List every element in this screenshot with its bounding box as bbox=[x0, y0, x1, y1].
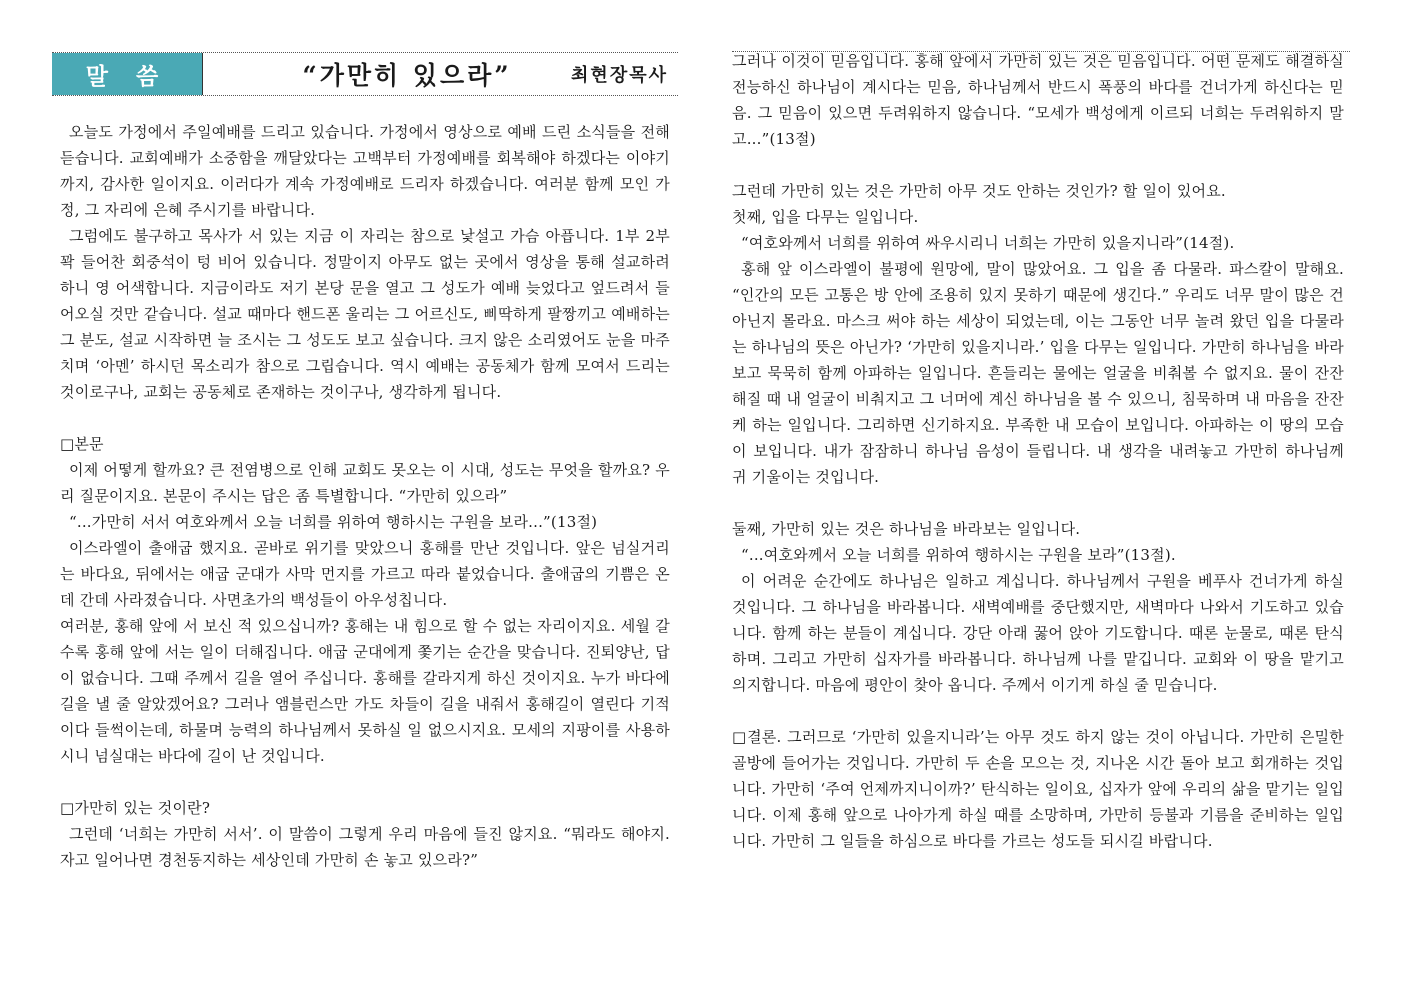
spacer bbox=[732, 152, 1344, 178]
paragraph: 홍해 앞 이스라엘이 불평에 원망에, 말이 많았어요. 그 입을 좀 다물라. 파스칼이 말해요. “인간의 모든 고통은 방 안에 조용히 있지 못하기 때문에 생긴다.” 우리도 너무 말이 많은 건 아닌지 몰라요. 마스크 써야 하는 세상이 되었는데, 이는 그동안 너무 놀려 왔던 입을 다물라는 하나님의 뜻은 아닌가? ‘가만히 있을지니라.’ 입을 다무는 일입니다. 가만히 하나님을 바라보고 묵묵히 함께 아파하는 일입니다. 흔들리는 물에는 얼굴을 비춰볼 수 없지요. 물이 잔잔해질 때 내 얼굴이 비춰지고 그 너머에 계신 하나님을 볼 수 있으니, 침묵하며 내 마음을 잔잔케 하는 일입니다. 그리하면 신기하지요. 부족한 내 모습이 보입니다. 아파하는 이 땅의 모습이 보입니다. 내가 잠잠하니 하나님 음성이 들립니다. 내 생각을 내려놓고 가만히 하나님께 귀 기울이는 것입니다. bbox=[732, 260, 1344, 486]
paragraph: 그러나 이것이 믿음입니다. 홍해 앞에서 가만히 있는 것은 믿음입니다. 어떤 문제도 해결하실 전능하신 하나님이 계시다는 믿음, 하나님께서 반드시 폭풍의 바다를 건너가게 하신다는 믿음. 그 믿음이 있으면 두려워하지 않습니다. “모세가 백성에게 이르되 너희는 두려워하지 말고...”(13절) bbox=[732, 52, 1344, 148]
paragraph: 첫째, 입을 다무는 일입니다. bbox=[732, 208, 919, 226]
spacer bbox=[732, 698, 1344, 724]
scripture-quote: “...가만히 서서 여호와께서 오늘 너희를 위하여 행하시는 구원을 보라...”(13절) bbox=[69, 513, 598, 531]
paragraph: 그런데 가만히 있는 것은 가만히 아무 것도 안하는 것인가? 할 일이 있어요. bbox=[732, 182, 1226, 200]
spacer bbox=[60, 405, 670, 431]
spacer bbox=[60, 769, 670, 795]
scripture-quote: “여호와께서 너희를 위하여 싸우시리니 너희는 가만히 있을지니라”(14절). bbox=[741, 234, 1235, 252]
paragraph: 여러분, 홍해 앞에 서 보신 적 있으십니까? 홍해는 내 힘으로 할 수 없는 자리이지요. 세월 갈수록 홍해 앞에 서는 일이 더해집니다. 애굽 군대에게 쫓기는 순간을 맞습니다. 진퇴양난, 답이 없습니다. 그때 주께서 길을 열어 주십니다. 홍해를 갈라지게 하신 것이지요. 누가 바다에 길을 낼 줄 알았겠어요? 그러나 앰블런스만 가도 차들이 길을 내줘서 홍해길이 열린다 기적이다 들썩이는데, 하물며 능력의 하나님께서 못하실 일 없으시지요. 모세의 지팡이를 사용하시니 넘실대는 바다에 길이 난 것입니다. bbox=[60, 617, 670, 765]
section-heading: □본문 bbox=[60, 435, 104, 453]
sermon-author: 최현장목사 bbox=[571, 65, 668, 86]
paragraph: 오늘도 가정에서 주일예배를 드리고 있습니다. 가정에서 영상으로 예배 드린 소식들을 전해 듣습니다. 교회예배가 소중함을 깨달았다는 고백부터 가정예배를 회복해야 하겠다는 이야기까지, 감사한 일이지요. 이러다가 계속 가정예배로 드리자 하겠습니다. 여러분 함께 모인 가정, 그 자리에 은혜 주시기를 바랍니다. bbox=[60, 123, 670, 219]
sermon-title: “가만히 있으라” bbox=[302, 61, 512, 90]
paragraph: 이 어려운 순간에도 하나님은 일하고 계십니다. 하나님께서 구원을 베푸사 건너가게 하실 것입니다. 그 하나님을 바라봅니다. 새벽예배를 중단했지만, 새벽마다 나와서 기도하고 있습니다. 함께 하는 분들이 계십니다. 강단 아래 꿇어 앉아 기도합니다. 때론 눈물로, 때론 탄식하며. 그리고 가만히 십자가를 바라봅니다. 하나님께 나를 맡깁니다. 교회와 이 땅을 맡기고 의지합니다. 마음에 평안이 찾아 옵니다. 주께서 이기게 하실 줄 믿습니다. bbox=[732, 572, 1344, 694]
paragraph: 이제 어떻게 할까요? 큰 전염병으로 인해 교회도 못오는 이 시대, 성도는 무엇을 할까요? 우리 질문이지요. 본문이 주시는 답은 좀 특별합니다. “가만히 있으라” bbox=[60, 461, 670, 505]
left-column bbox=[60, 119, 670, 873]
sermon-header bbox=[52, 52, 678, 96]
spacer bbox=[732, 490, 1344, 516]
paragraph: 그런데 ‘너희는 가만히 서서’. 이 말씀이 그렇게 우리 마음에 들진 않지요. “뭐라도 해야지. 자고 일어나면 경천동지하는 세상인데 가만히 손 놓고 있으라?” bbox=[60, 825, 670, 869]
conclusion-paragraph: □결론. 그러므로 ‘가만히 있을지니라’는 아무 것도 하지 않는 것이 아닙니다. 가만히 은밀한 골방에 들어가는 것입니다. 가만히 두 손을 모으는 것, 지나온 시간 돌아 보고 회개하는 것입니다. 가만히 ‘주여 언제까지니이까?’ 탄식하는 일이요, 십자가 앞에 우리의 삶을 맡기는 일입니다. 이제 홍해 앞으로 나아가게 하실 때를 소망하며, 가만히 등불과 기름을 준비하는 일입니다. 가만히 그 일들을 하심으로 바다를 가르는 성도들 되시길 바랍니다. bbox=[732, 728, 1344, 850]
scripture-quote: “...여호와께서 오늘 너희를 위하여 행하시는 구원을 보라”(13절). bbox=[741, 546, 1176, 564]
paragraph: 그럼에도 불구하고 목사가 서 있는 지금 이 자리는 참으로 낯설고 가슴 아픕니다. 1부 2부 꽉 들어찬 회중석이 텅 비어 있습니다. 정말이지 아무도 없는 곳에서 영상을 통해 설교하려 하니 영 어색합니다. 지금이라도 저기 본당 문을 열고 그 성도가 예배 늦었다고 엎드려서 들어오실 것만 같습니다. 설교 때마다 핸드폰 울리는 그 어르신도, 삐딱하게 팔짱끼고 예배하는 그 분도, 설교 시작하면 늘 조시는 그 성도도 보고 싶습니다. 크지 않은 소리였어도 눈을 마주치며 ‘아멘’ 하시던 목소리가 참으로 그립습니다. 역시 예배는 공동체가 함께 모여서 드리는 것이로구나, 교회는 공동체로 존재하는 것이구나, 생각하게 됩니다. bbox=[60, 227, 670, 401]
right-column bbox=[732, 48, 1344, 854]
paragraph: 이스라엘이 출애굽 했지요. 곧바로 위기를 맞았으니 홍해를 만난 것입니다. 앞은 넘실거리는 바다요, 뒤에서는 애굽 군대가 사막 먼지를 가르고 따라 붙었습니다. 출애굽의 기쁨은 온데 간데 사라졌습니다. 사면초가의 백성들이 아우성칩니다. bbox=[60, 539, 670, 609]
paragraph: 둘째, 가만히 있는 것은 하나님을 바라보는 일입니다. bbox=[732, 520, 1081, 538]
section-badge: 말 씀 bbox=[52, 53, 203, 95]
section-heading: □가만히 있는 것이란? bbox=[60, 799, 211, 817]
